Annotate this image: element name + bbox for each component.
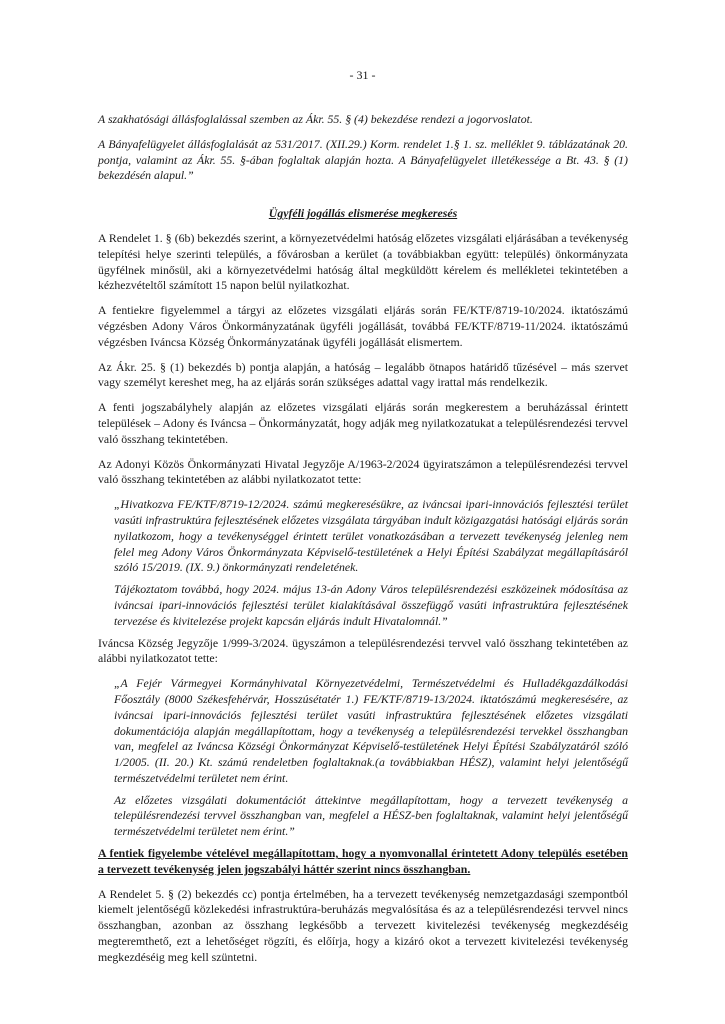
paragraph-adony-statement-intro: Az Adonyi Közös Önkormányzati Hivatal Jegyzője A/1963-2/2024 ügyiratszámon a településrendezési tervvel való összhang tekintetében az alábbi nyilatkozatot tette: [98,456,628,487]
quote-adony [98,497,628,629]
paragraph-ivancsa-statement-intro: Iváncsa Község Jegyzője 1/999-3/2024. ügyszámon a településrendezési tervvel való összhang tekintetében az alábbi nyilatkozatot tette: [98,635,628,666]
paragraph-client-status-rule: A Rendelet 1. § (6b) bekezdés szerint, a környezetvédelmi hatóság előzetes vizsgálati eljárásában a tevékenység telepítési helye szerinti település, a fővárosban a kerület (a továbbiakban együtt: település) önkormányzata ügyfélnek minősül, aki a környezetvédelmi hatóság által megküldött kérelem és mellékletei tekintetében a kézhezvételtől számított 15 napon belül nyilatkozhat. [98,230,628,293]
quote-adony-part-1: „Hivatkozva FE/KTF/8719-12/2024. számú megkeresésükre, az iváncsai ipari-innovációs fejlesztési terület vasúti infrastruktúra fejlesztésének előzetes vizsgálata tárgyában indult közigazgatási hatósági eljárás során nyilatkozom, hogy a tevékenységgel érintett terület vonatkozásában a tervezett tevékenység jelenleg nem felel meg Adony Város Önkormányzata Képviselő-testületének a Helyi Építési Szabályzat megállapításáról szóló 15/2019. (IX. 9.) önkormányzati rendeletének. [114,497,628,575]
paragraph-client-status-granted: A fentiekre figyelemmel a tárgyi az előzetes vizsgálati eljárás során FE/KTF/8719-10/2024. iktatószámú végzésben Adony Város Önkormányzatának ügyféli jogállását, továbbá FE/KTF/8719-11/2024. iktatószámú végzésben Iváncsa Község Önkormányzatának ügyféli jogállását elismertem. [98,303,628,349]
paragraph-akr-request: Az Ákr. 25. § (1) bekezdés b) pontja alapján, a hatóság – legalább ötnapos határidő tűzésével – más szervet vagy személyt kereshet meg, ha az eljárás során szükséges adattal vagy irattal más rendelkezik. [98,359,628,390]
conclusion-statement: A fentiek figyelembe vételével megállapítottam, hogy a nyomvonallal érintetett Adony település esetében a tervezett tevékenység jelen jogszabályi háttér szerint nincs összhangban. [98,846,628,876]
section-heading: Ügyféli jogállás elismerése megkeresés [268,206,458,221]
paragraph-mining-authority: A Bányafelügyelet állásfoglalását az 531/2017. (XII.29.) Korm. rendelet 1.§ 1. sz. melléklet 9. táblázatának 20. pontja, valamint az Ákr. 55. §-ában foglaltak alapján hozta. A Bányafelügyelet illetékessége a Bt. 43. § (1) bekezdésén alapul.” [98,136,628,183]
document-body [98,112,628,975]
quote-adony-part-2: Tájékoztatom továbbá, hogy 2024. május 13-án Adony Város településrendezési eszközeinek módosítása az iváncsai ipari-innovációs fejlesztési terület kialakításával összefüggő vasúti infrastruktúra fejlesztésének tervezése és kivitelezése projekt kapcsán eljárás indult Hivatalomnál.” [114,582,628,628]
quote-ivancsa-part-1: „A Fejér Vármegyei Kormányhivatal Környezetvédelmi, Természetvédelmi és Hulladékgazdálkodási Főosztály (8000 Székesfehérvár, Hosszúsétatér 1.) FE/KTF/8719-13/2024. iktatószámú megkeresésére, az iváncsai ipari-innovációs fejlesztési terület vasúti infrastruktúra fejlesztésének előzetes vizsgálati dokumentációja alapján megállapítottam, hogy a tevékenység a településrendezési tervekkel összhangban van, megfelel az Iváncsa Községi Önkormányzat Képviselő-testületének Helyi Építési Szabályzatáról szóló 1/2005. (II. 20.) Kt. számú rendeletben foglaltaknak.(a továbbiakban HÉSZ), valamint helyi jelentőségű természetvédelmi területet nem érint. [114,676,628,785]
quote-ivancsa [98,676,628,840]
paragraph-rendelet-5: A Rendelet 5. § (2) bekezdés cc) pontja értelmében, ha a tervezett tevékenység nemzetgazdasági szempontból kiemelt jelentőségű közlekedési infrastruktúra-beruházás megvalósítása és az a településrendezési tervvel nincs összhangban, azonban az összhang legkésőbb a tervezett kivitelezési tevékenység megkezdéséig megteremthető, ezt a lehetőséget rögzíti, és előírja, hogy a kizáró okot a tervezett kivitelezési tevékenység megkezdéséig meg kell szüntetni. [98,886,628,964]
quote-ivancsa-part-2: Az előzetes vizsgálati dokumentációt áttekintve megállapítottam, hogy a tervezett tevékenység a településrendezési tervvel összhangban van, megfelel a HÉSZ-ben foglaltaknak, valamint helyi jelentőségű természetvédelmi területet nem érint.” [114,792,628,839]
paragraph-legal-remedy: A szakhatósági állásfoglalással szemben az Ákr. 55. § (4) bekezdése rendezi a jogorvoslatot. [98,112,533,126]
paragraph-municipal-inquiry: A fenti jogszabályhely alapján az előzetes vizsgálati eljárás során megkerestem a beruházással érintett települések – Adony és Iváncsa – Önkormányzatát, hogy adják meg nyilatkozatukat a településrendezési tervvel való összhang tekintetében. [98,400,628,446]
page-number: - 31 - [349,68,376,82]
